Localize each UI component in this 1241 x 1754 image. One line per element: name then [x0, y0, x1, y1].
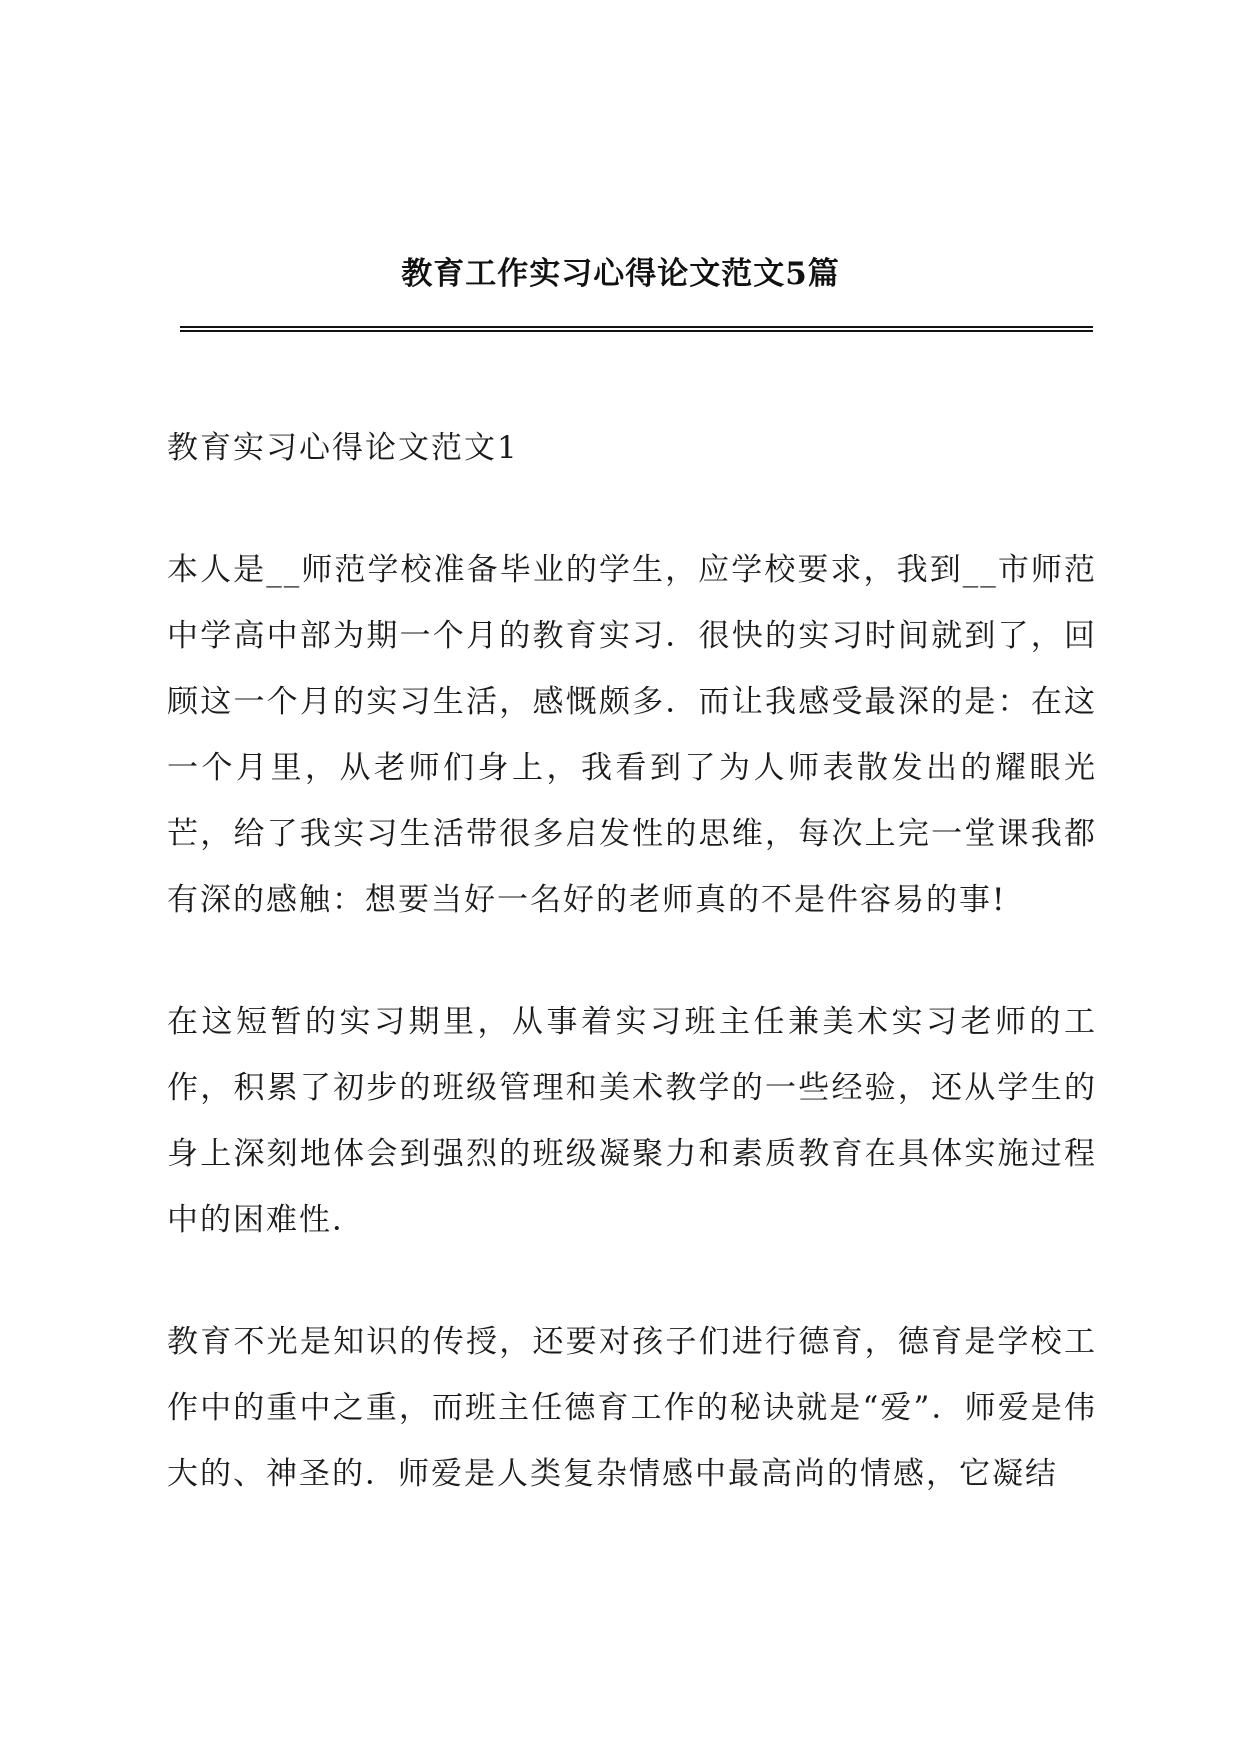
- document-title: 教育工作实习心得论文范文5篇: [401, 256, 840, 292]
- paragraph-2: 在这短暂的实习期里，从事着实习班主任兼美术实习老师的工作，积累了初步的班级管理和美术教学的一些经验，还从学生的身上深刻地体会到强烈的班级凝聚力和素质教育在具体实施过程中的困难性．: [167, 1004, 1097, 1238]
- paragraph-3: 教育不光是知识的传授，还要对孩子们进行德育，德育是学校工作中的重中之重，而班主任德育工作的秘诀就是“爱”．师爱是伟大的、神圣的．师爱是人类复杂情感中最高尚的情感，它凝结: [167, 1324, 1097, 1492]
- title-double-rule: [180, 326, 1093, 332]
- document-body: [167, 415, 1097, 1563]
- section-heading: 教育实习心得论文范文1: [167, 430, 519, 466]
- paragraph-1: 本人是__师范学校准备毕业的学生，应学校要求，我到__市师范中学高中部为期一个月的教育实习．很快的实习时间就到了，回顾这一个月的实习生活，感慨颇多．而让我感受最深的是：在这一个月里，从老师们身上，我看到了为人师表散发出的耀眼光芒，给了我实习生活带很多启发性的思维，每次上完一堂课我都有深的感触：想要当好一名好的老师真的不是件容易的事!: [167, 552, 1097, 918]
